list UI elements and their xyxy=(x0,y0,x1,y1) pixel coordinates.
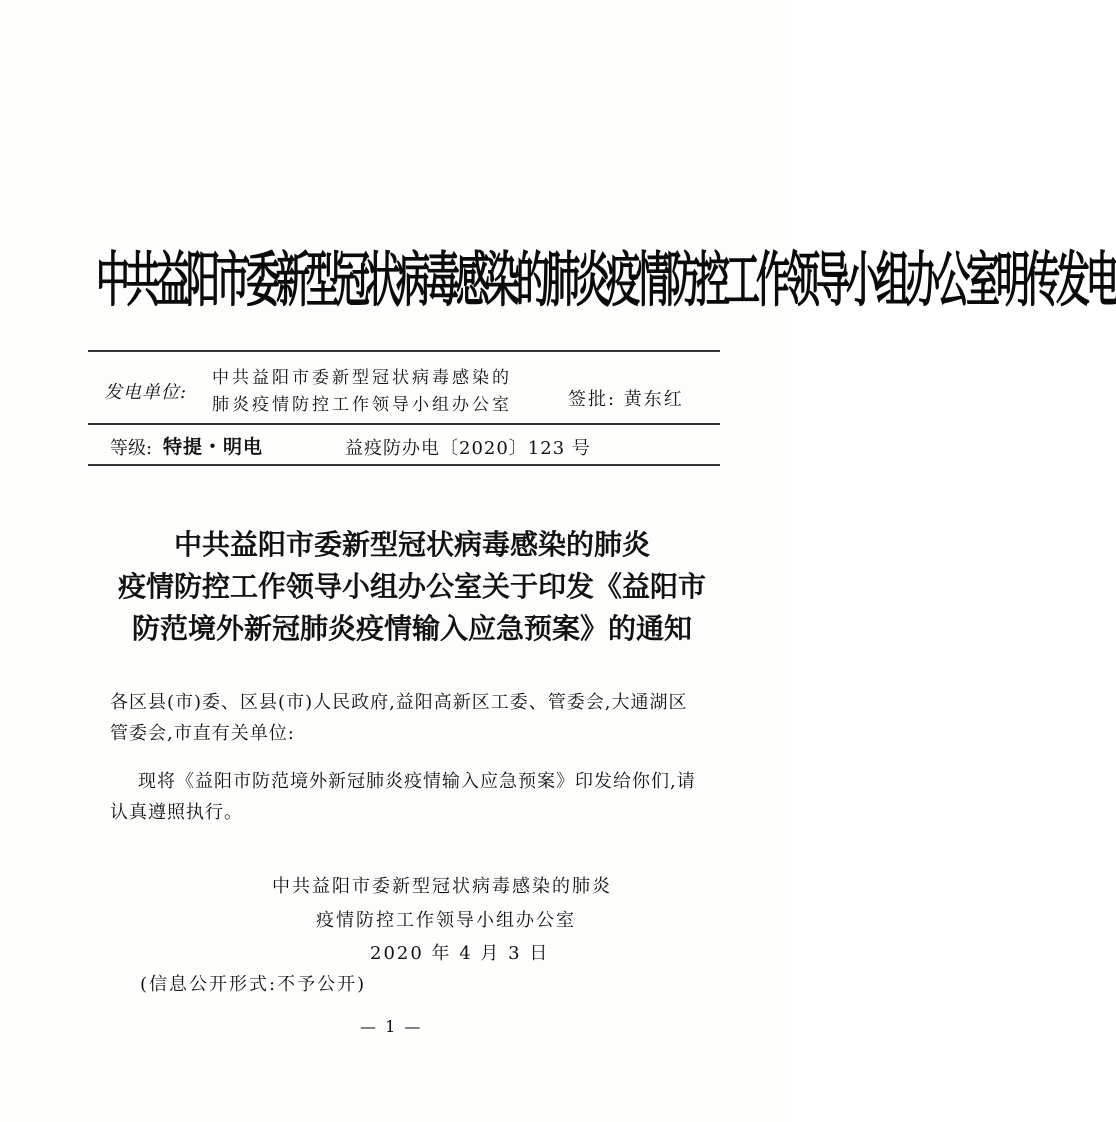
header-divider xyxy=(88,350,720,352)
notice-title-line2: 疫情防控工作领导小组办公室关于印发《益阳市 xyxy=(117,570,706,603)
level-label: 等级: xyxy=(110,438,153,459)
sender-name-line1: 中共益阳市委新型冠状病毒感染的 xyxy=(212,368,512,388)
notice-title xyxy=(112,524,712,650)
signature-org-line1: 中共益阳市委新型冠状病毒感染的肺炎 xyxy=(272,876,612,897)
document-number: 益疫防办电〔2020〕123 号 xyxy=(345,438,591,459)
addressee-text: 各区县(市)委、区县(市)人民政府,益阳高新区工委、管委会,大通湖区管委会,市直有关单位: xyxy=(110,692,688,744)
notice-title-line3: 防范境外新冠肺炎疫情输入应急预案》的通知 xyxy=(131,612,692,645)
approval-signer: 签批: 黄东红 xyxy=(568,389,684,410)
sender-divider xyxy=(88,423,720,425)
sender-label: 发电单位: xyxy=(104,382,188,403)
level-divider xyxy=(88,464,720,466)
sender-name xyxy=(212,365,512,419)
signature-date: 2020 年 4 月 3 日 xyxy=(370,943,550,964)
level-value: 特提・明电 xyxy=(163,436,264,458)
page-number: — 1 — xyxy=(360,1017,423,1036)
notice-title-line1: 中共益阳市委新型冠状病毒感染的肺炎 xyxy=(173,528,650,561)
disclosure-note: (信息公开形式:不予公开) xyxy=(140,974,367,995)
sender-name-line2: 肺炎疫情防控工作领导小组办公室 xyxy=(212,395,512,415)
signature-org-line2: 疫情防控工作领导小组办公室 xyxy=(316,910,576,931)
telegram-header-title: 中共益阳市委新型冠状病毒感染的肺炎疫情防控工作领导小组办公室明传发电 xyxy=(96,246,1116,316)
body-content: 现将《益阳市防范境外新冠肺炎疫情输入应急预案》印发给你们,请认真遵照执行。 xyxy=(110,771,696,823)
